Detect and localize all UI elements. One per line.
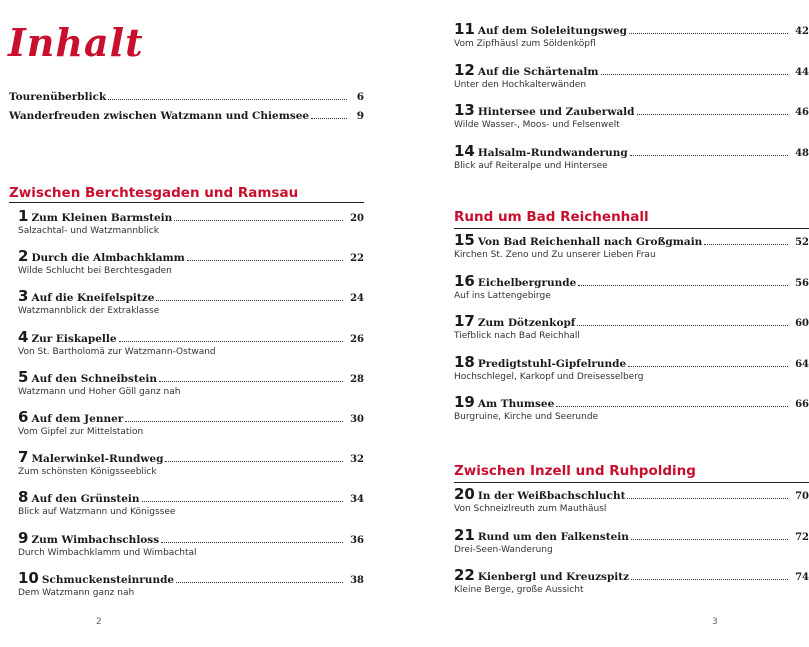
- dot-leader: [119, 341, 343, 342]
- dot-leader: [578, 285, 788, 286]
- entry-number: 19: [454, 393, 475, 411]
- entry-page: 30: [350, 414, 364, 425]
- toc-entry[interactable]: [454, 393, 809, 429]
- entry-title: Auf den Schneibstein: [31, 372, 158, 385]
- entry-title: Schmuckensteinrunde: [41, 573, 175, 586]
- entry-title: Rund um den Falkenstein: [477, 530, 629, 543]
- dot-leader: [629, 33, 788, 34]
- entry-number: 10: [18, 568, 39, 587]
- dot-leader: [630, 155, 788, 156]
- dot-leader: [161, 542, 343, 543]
- entry-title: Zum Dötzenkopf: [477, 317, 576, 329]
- entry-number: 5: [18, 367, 29, 386]
- toc-entry[interactable]: [454, 20, 809, 56]
- page-number: 3: [712, 617, 718, 627]
- intro-item-label: Tourenüberblick: [9, 91, 107, 103]
- dot-leader: [704, 244, 788, 245]
- entry-subtitle: Auf ins Lattengebirge: [454, 290, 551, 301]
- entry-subtitle: Kirchen St. Zeno und Zu unserer Lieben Frau: [454, 250, 656, 260]
- entry-page: 56: [795, 277, 809, 289]
- dot-leader: [187, 260, 343, 261]
- entry-number: 6: [18, 408, 29, 426]
- entry-title: Auf die Kneifelspitze: [31, 292, 155, 305]
- entry-title: Auf dem Soleleitungsweg: [477, 25, 627, 37]
- entry-title: Zum Kleinen Barmstein: [31, 212, 173, 224]
- toc-entry[interactable]: [454, 101, 809, 137]
- entry-title: Halsalm-Rundwanderung: [477, 146, 628, 159]
- entry-subtitle: Von Schneizlreuth zum Mauthäusl: [454, 504, 607, 514]
- entry-title: Auf den Grünstein: [31, 493, 140, 506]
- entry-subtitle: Zum schönsten Königsseeblick: [18, 467, 157, 478]
- entry-page: 44: [795, 66, 809, 78]
- dot-leader: [159, 381, 343, 382]
- toc-entry[interactable]: [454, 526, 809, 562]
- left-page: [0, 0, 404, 647]
- entry-number: 2: [18, 247, 29, 266]
- entry-page: 70: [795, 491, 809, 502]
- page-title: Inhalt: [8, 20, 144, 65]
- entry-page: 32: [350, 454, 364, 466]
- intro-list: [9, 91, 364, 129]
- entry-number: 12: [454, 60, 475, 79]
- entry-title: Von Bad Reichenhall nach Großgmain: [477, 236, 703, 248]
- entry-subtitle: Vom Zipfhäusl zum Söldenköpfl: [454, 39, 596, 49]
- toc-entry[interactable]: [18, 408, 364, 444]
- dot-leader: [125, 421, 343, 422]
- intro-item-page: 9: [356, 110, 364, 122]
- entry-subtitle: Dem Watzmann ganz nah: [18, 587, 135, 598]
- entry-number: 7: [18, 448, 29, 467]
- entry-subtitle: Unter den Hochkalterwänden: [454, 79, 587, 90]
- toc-entry[interactable]: [18, 207, 364, 243]
- intro-item-page: 6: [356, 91, 364, 103]
- entry-number: 8: [18, 488, 29, 507]
- entry-page: 22: [350, 253, 364, 265]
- entry-number: 15: [454, 231, 475, 249]
- right-page: [404, 0, 809, 647]
- intro-item[interactable]: [9, 91, 364, 110]
- toc-entry[interactable]: [454, 272, 809, 308]
- entry-subtitle: Watzmannblick der Extraklasse: [18, 306, 160, 317]
- section-heading: Rund um Bad Reichenhall: [454, 209, 649, 225]
- dot-leader: [631, 539, 788, 540]
- entry-subtitle: Drei-Seen-Wanderung: [454, 544, 553, 555]
- entry-page: 48: [795, 147, 809, 159]
- entry-page: 74: [795, 572, 809, 583]
- entry-number: 17: [454, 312, 475, 330]
- dot-leader: [156, 300, 343, 301]
- entry-title: Malerwinkel-Rundweg: [31, 453, 164, 466]
- entry-number: 14: [454, 141, 475, 160]
- entry-page: 20: [350, 213, 364, 224]
- entry-page: 66: [795, 399, 809, 410]
- entry-subtitle: Blick auf Watzmann und Königssee: [18, 507, 176, 518]
- dot-leader: [165, 461, 343, 462]
- intro-item-label: Wanderfreuden zwischen Watzmann und Chiemsee: [9, 110, 310, 122]
- entry-title: Zum Wimbachschloss: [31, 533, 160, 546]
- entry-number: 11: [454, 20, 475, 38]
- entry-title: Zur Eiskapelle: [31, 332, 117, 345]
- entry-title: Am Thumsee: [477, 398, 555, 410]
- entry-subtitle: Durch Wimbachklamm und Wimbachtal: [18, 547, 197, 558]
- entry-title: Auf dem Jenner: [31, 413, 124, 425]
- entry-subtitle: Burgruine, Kirche und Seerunde: [454, 412, 599, 422]
- toc-entry[interactable]: [18, 287, 364, 323]
- entry-subtitle: Wilde Schlucht bei Berchtesgaden: [18, 266, 172, 277]
- entry-number: 21: [454, 525, 475, 544]
- entry-number: 9: [18, 528, 29, 547]
- entry-number: 13: [454, 101, 475, 119]
- entry-number: 22: [454, 566, 475, 584]
- toc-entry[interactable]: [18, 328, 364, 364]
- dot-leader: [628, 366, 788, 367]
- entry-title: Predigtstuhl-Gipfelrunde: [477, 357, 627, 370]
- entry-subtitle: Wilde Wasser-, Moos- und Felsenwelt: [454, 120, 620, 130]
- toc-entry[interactable]: [454, 353, 809, 389]
- entry-page: 46: [795, 107, 809, 118]
- toc-entry[interactable]: [454, 566, 809, 602]
- dot-leader: [176, 582, 343, 583]
- dot-leader: [577, 325, 788, 326]
- entry-number: 18: [454, 352, 475, 371]
- entry-number: 4: [18, 327, 29, 346]
- dot-leader: [631, 579, 788, 580]
- toc-entry[interactable]: [454, 61, 809, 97]
- entry-page: 42: [795, 26, 809, 37]
- toc-entry[interactable]: [18, 569, 364, 605]
- dot-leader: [556, 406, 788, 407]
- entry-title: Durch die Almbachklamm: [31, 252, 185, 265]
- dot-leader: [108, 99, 347, 100]
- entry-page: 52: [795, 237, 809, 248]
- entry-page: 60: [795, 318, 809, 329]
- toc-entry[interactable]: [454, 485, 809, 521]
- section-heading: Zwischen Berchtesgaden und Ramsau: [9, 185, 299, 201]
- entry-subtitle: Vom Gipfel zur Mittelstation: [18, 427, 144, 437]
- entry-page: 38: [350, 574, 364, 586]
- toc-entry[interactable]: [18, 529, 364, 565]
- toc-entry[interactable]: [18, 488, 364, 524]
- entry-page: 72: [795, 531, 809, 543]
- dot-leader: [142, 501, 343, 502]
- entry-number: 3: [18, 287, 29, 306]
- entry-subtitle: Salzachtal- und Watzmannblick: [18, 226, 159, 236]
- entry-number: 16: [454, 271, 475, 290]
- entry-title: In der Weißbachschlucht: [477, 490, 626, 502]
- toc-entry[interactable]: [18, 448, 364, 484]
- toc-entry[interactable]: [454, 312, 809, 348]
- toc-entry[interactable]: [454, 231, 809, 267]
- entry-subtitle: Hochschlegel, Karkopf und Dreisesselberg: [454, 371, 644, 382]
- dot-leader: [601, 74, 788, 75]
- dot-leader: [627, 498, 788, 499]
- entry-title: Kienbergl und Kreuzspitz: [477, 571, 630, 583]
- entry-subtitle: Blick auf Reiteralpe und Hintersee: [454, 160, 608, 171]
- entry-subtitle: Watzmann und Hoher Göll ganz nah: [18, 386, 181, 397]
- entry-subtitle: Kleine Berge, große Aussicht: [454, 585, 584, 595]
- toc-entry[interactable]: [18, 368, 364, 404]
- entry-page: 24: [350, 293, 364, 305]
- dot-leader: [637, 114, 788, 115]
- section-rule: [454, 228, 809, 229]
- entry-subtitle: Von St. Bartholomä zur Watzmann-Ostwand: [18, 346, 216, 357]
- entry-title: Auf die Schärtenalm: [477, 65, 599, 78]
- dot-leader: [311, 118, 347, 119]
- entry-page: 26: [350, 333, 364, 345]
- entry-number: 20: [454, 485, 475, 503]
- intro-item[interactable]: [9, 110, 364, 129]
- entry-page: 28: [350, 373, 364, 385]
- entry-title: Hintersee und Zauberwald: [477, 106, 635, 118]
- toc-entry[interactable]: [454, 142, 809, 178]
- toc-entry[interactable]: [18, 247, 364, 283]
- section-heading: Zwischen Inzell und Ruhpolding: [454, 463, 696, 479]
- dot-leader: [174, 220, 343, 221]
- section-rule: [9, 202, 364, 203]
- entry-page: 34: [350, 494, 364, 506]
- section-rule: [454, 482, 809, 483]
- entry-title: Eichelbergrunde: [477, 276, 577, 289]
- entry-number: 1: [18, 207, 29, 225]
- page-number: 2: [96, 617, 102, 627]
- entry-page: 36: [350, 534, 364, 546]
- entry-subtitle: Tiefblick nach Bad Reichhall: [454, 331, 580, 341]
- entry-page: 64: [795, 358, 809, 370]
